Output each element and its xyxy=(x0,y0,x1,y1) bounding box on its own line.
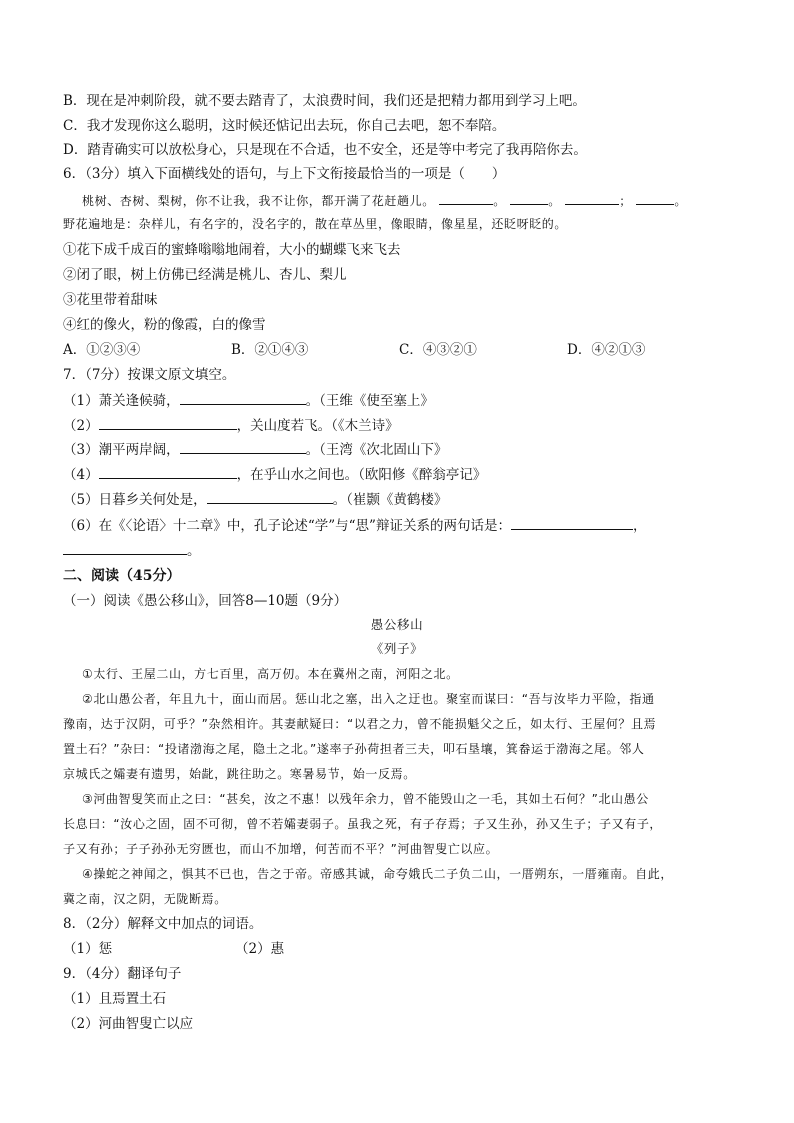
q7-item-5-pre: （5）日暮乡关何处是， xyxy=(63,492,207,508)
q7-blank-4[interactable] xyxy=(99,465,237,479)
q7-item-3-post: 。（王湾《次北固山下》 xyxy=(305,442,448,458)
q6-choice-a[interactable]: A．①②③④ xyxy=(63,342,141,358)
paragraph-2-line-2: 豫南，达于汉阴，可乎？”杂然相许。其妻献疑曰：“以君之力，曾不能损魁父之丘，如太行、王屋何？且焉 xyxy=(63,717,657,731)
q7-item-2-post: ，关山度若飞。（《木兰诗》 xyxy=(236,418,399,434)
q7-blank-3[interactable] xyxy=(180,440,306,454)
q6-item-2: ②闭了眼，树上仿佛已经满是桃儿、杏儿、梨儿 xyxy=(63,267,347,283)
q6-punct-3: ； xyxy=(619,194,632,208)
q7-item-1 xyxy=(63,391,434,410)
q7-item-4-post: ，在乎山水之间也。（欧阳修《醉翁亭记》 xyxy=(236,467,487,483)
paragraph-2-line-4: 京城氏之孀妻有遗男，始龀，跳往助之。寒暑易节，始一反焉。 xyxy=(63,767,416,781)
q7-blank-6b[interactable] xyxy=(63,541,187,555)
q6-blank-3[interactable] xyxy=(565,191,619,205)
q6-punct-4: 。 xyxy=(674,194,687,208)
paragraph-4-line-2: 冀之南，汉之阴，无陇断焉。 xyxy=(63,892,227,906)
q7-blank-5[interactable] xyxy=(207,490,333,504)
q6-passage-line2: 野花遍地是：杂样儿，有名字的，没名字的，散在草丛里，像眼睛，像星星，还眨呀眨的。 xyxy=(63,217,568,231)
text-author: 《列子》 xyxy=(370,641,424,656)
q7-blank-2[interactable] xyxy=(99,416,237,430)
q7-item-5 xyxy=(63,490,447,509)
paragraph-2-line-1: ②北山愚公者，年且九十，面山而居。惩山北之塞，出入之迂也。聚室而谋曰：“吾与汝毕力平险，指通 xyxy=(82,692,655,706)
q7-item-3 xyxy=(63,440,447,459)
paragraph-3-line-2: 长息曰：“汝心之固，固不可彻，曾不若孀妻弱子。虽我之死，有子存焉；子又生孙，孙又生子；子又有子， xyxy=(63,817,663,831)
q6-passage-start: 桃树、杏树、梨树，你不让我，我不让你，都开满了花赶趟儿。 xyxy=(82,194,435,208)
q8-item-2: （2）惠 xyxy=(235,941,285,957)
paragraph-4-line-1: ④操蛇之神闻之，惧其不已也，告之于帝。帝感其诚，命夸娥氏二子负二山，一厝朔东，一厝雍南。自此， xyxy=(82,867,673,881)
q6-item-1: ①花下成千成百的蜜蜂嗡嗡地闹着，大小的蝴蝶飞来飞去 xyxy=(63,242,401,258)
q6-item-4: ④红的像火，粉的像霞，白的像雪 xyxy=(63,317,266,333)
q6-choice-d[interactable]: D．④②①③ xyxy=(567,342,646,358)
q6-blank-4[interactable] xyxy=(636,191,674,205)
q7-item-1-pre: （1）萧关逢候骑， xyxy=(63,393,180,409)
q7-blank-1[interactable] xyxy=(180,391,306,405)
q7-item-2 xyxy=(63,416,399,435)
paragraph-1: ①太行、王屋二山，方七百里，高万仞。本在冀州之南，河阳之北。 xyxy=(82,667,459,681)
text-title: 愚公移山 xyxy=(370,617,424,632)
q7-item-3-pre: （3）潮平两岸阔， xyxy=(63,442,180,458)
q7-item-5-post: 。（崔颢《黄鹤楼》 xyxy=(332,492,448,508)
q9-item-1: （1）且焉置土石 xyxy=(63,991,167,1007)
q6-stem: 6．（3分）填入下面横线处的语句，与上下文衔接最恰当的一项是（ ） xyxy=(63,166,506,182)
paragraph-2-line-3: 置土石？”杂曰：“投诸渤海之尾，隐土之北。”遂率子孙荷担者三夫，叩石垦壤，箕畚运于渤海之尾。邻人 xyxy=(63,742,645,756)
q6-blank-2[interactable] xyxy=(510,191,548,205)
q6-punct-1: 。 xyxy=(493,194,506,208)
q5-option-b: B．现在是冲刺阶段，就不要去踏青了，太浪费时间，我们还是把精力都用到学习上吧。 xyxy=(63,93,586,109)
q7-item-6-comma: ， xyxy=(632,518,647,534)
q5-option-d: D．踏青确实可以放松身心，只是现在不合适，也不安全，还是等中考完了我再陪你去。 xyxy=(63,142,587,158)
q8-stem: 8．（2分）解释文中加点的词语。 xyxy=(63,916,263,932)
q7-item-6-cont xyxy=(63,541,201,560)
q7-item-1-post: 。（王维《使至塞上》 xyxy=(305,393,434,409)
q7-item-6-pre: （6）在《〈论语〉十二章》中，孔子论述“学”与“思”辩证关系的两句话是： xyxy=(63,518,511,534)
q7-stem: 7．（7分）按课文原文填空。 xyxy=(63,367,236,383)
q5-option-c: C．我才发现你这么聪明，这时候还惦记出去玩，你自己去吧，恕不奉陪。 xyxy=(63,118,506,134)
q8-item-1: （1）惩 xyxy=(63,941,113,957)
paragraph-3-line-1: ③河曲智叟笑而止之曰：“甚矣，汝之不惠！以残年余力，曾不能毁山之一毛，其如土石何？”北山愚公 xyxy=(82,792,649,806)
q6-blank-1[interactable] xyxy=(439,191,493,205)
q7-item-6 xyxy=(63,516,646,535)
q6-item-3: ③花里带着甜味 xyxy=(63,292,158,308)
q6-choice-c[interactable]: C．④③②① xyxy=(399,342,477,358)
q7-item-2-pre: （2） xyxy=(63,418,99,434)
section-title: 二、阅读（45分） xyxy=(63,568,181,584)
q6-punct-2: 。 xyxy=(548,194,561,208)
q9-item-2: （2）河曲智叟亡以应 xyxy=(63,1016,194,1032)
q6-choice-b[interactable]: B．②①④③ xyxy=(231,342,309,358)
q7-item-6-end: 。 xyxy=(187,543,201,559)
q7-item-4 xyxy=(63,465,486,484)
q7-item-4-pre: （4） xyxy=(63,467,99,483)
q6-passage-line1 xyxy=(82,191,687,210)
q9-stem: 9．（4分）翻译句子 xyxy=(63,966,182,982)
q7-blank-6a[interactable] xyxy=(511,516,633,530)
section-subtitle: （一）阅读《愚公移山》，回答8—10题（9分） xyxy=(63,593,348,609)
paragraph-3-line-3: 子又有孙；子子孙孙无穷匮也，而山不加增，何苦而不平？”河曲智叟亡以应。 xyxy=(63,842,499,856)
